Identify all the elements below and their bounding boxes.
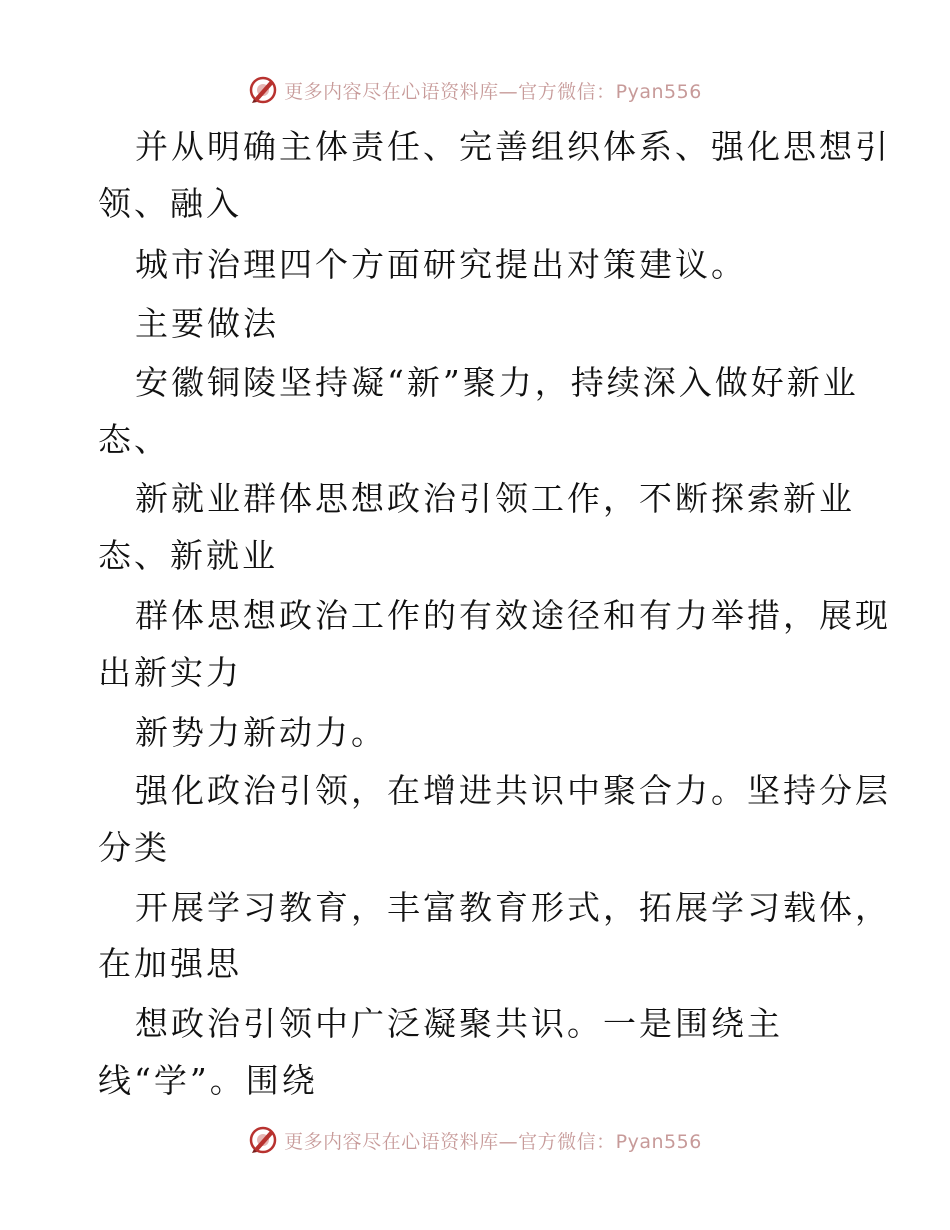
body-line: 开展学习教育，丰富教育形式，拓展学习载体， bbox=[135, 888, 891, 927]
body-line: 分类 bbox=[98, 828, 170, 867]
header-watermark-text: 更多内容尽在心语资料库—官方微信：Pyan556 bbox=[284, 80, 702, 103]
body-line: 群体思想政治工作的有效途径和有力举措，展现 bbox=[135, 596, 891, 635]
body-line: 线“学”。围绕 bbox=[98, 1061, 318, 1100]
body-line: 并从明确主体责任、完善组织体系、强化思想引 bbox=[135, 127, 891, 166]
body-line: 领、融入 bbox=[98, 184, 242, 223]
footer-watermark-text: 更多内容尽在心语资料库—官方微信：Pyan556 bbox=[284, 1130, 702, 1153]
pen-circle-logo-icon bbox=[248, 1125, 278, 1155]
body-line: 在加强思 bbox=[98, 944, 242, 983]
body-line: 新就业群体思想政治引领工作，不断探索新业 bbox=[135, 479, 855, 518]
pen-circle-logo-icon bbox=[248, 75, 278, 105]
body-line: 出新实力 bbox=[98, 653, 242, 692]
body-line: 安徽铜陵坚持凝“新”聚力，持续深入做好新业 bbox=[135, 363, 859, 402]
body-line: 态、新就业 bbox=[98, 536, 278, 575]
body-line: 主要做法 bbox=[135, 304, 279, 343]
footer-watermark bbox=[0, 1120, 950, 1160]
body-line: 想政治引领中广泛凝聚共识。一是围绕主 bbox=[135, 1004, 783, 1043]
body-line: 强化政治引领，在增进共识中聚合力。坚持分层 bbox=[135, 771, 891, 810]
body-line: 城市治理四个方面研究提出对策建议。 bbox=[135, 245, 747, 284]
body-line: 态、 bbox=[98, 420, 170, 459]
header-watermark bbox=[0, 70, 950, 110]
body-line: 新势力新动力。 bbox=[135, 713, 387, 752]
